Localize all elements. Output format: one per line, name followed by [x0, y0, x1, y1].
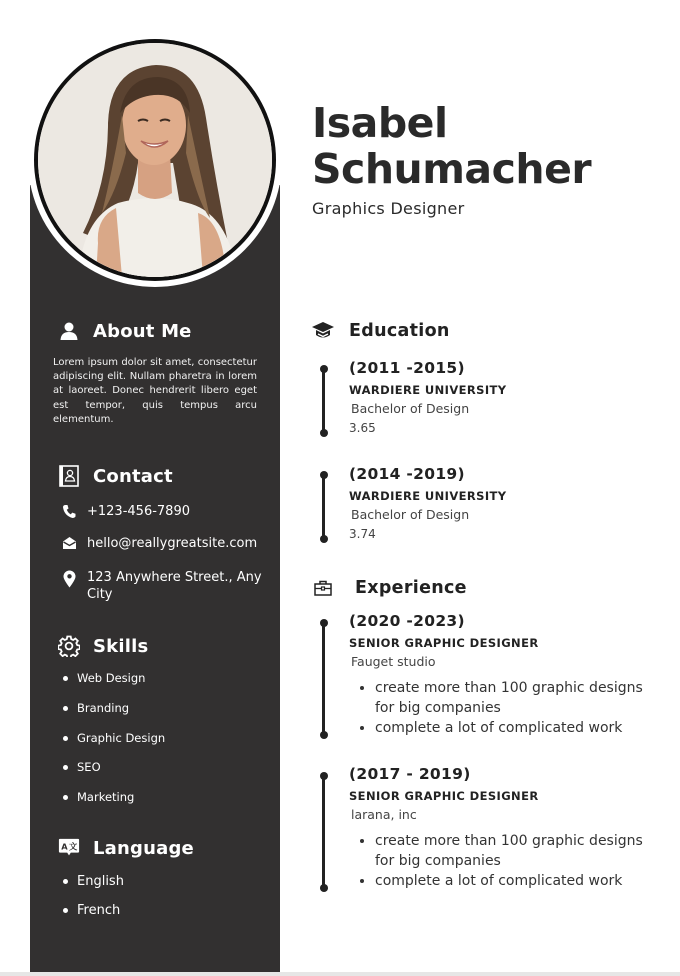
school-name: WARDIERE UNIVERSITY	[349, 383, 507, 397]
skills-section	[58, 633, 148, 659]
contact-phone-row	[61, 503, 267, 520]
skill-label: Marketing	[77, 790, 135, 804]
profile-photo	[38, 43, 272, 277]
timeline-line	[322, 474, 325, 540]
contact-address-row	[61, 569, 267, 603]
degree: Bachelor of Design	[351, 401, 470, 416]
language-title: Language	[93, 837, 194, 859]
contact-card-icon	[58, 465, 80, 487]
bullet-dot	[63, 765, 68, 770]
about-title: About Me	[93, 320, 192, 342]
language-label: English	[77, 874, 124, 889]
skill-item	[63, 760, 101, 774]
location-pin-icon	[61, 570, 77, 586]
position-title: SENIOR GRAPHIC DESIGNER	[349, 636, 539, 650]
last-name: Schumacher	[312, 145, 592, 193]
first-name: Isabel	[312, 99, 448, 147]
education-period: (2011 -2015)	[349, 359, 465, 377]
bullet-dot	[63, 676, 68, 681]
language-section	[58, 835, 194, 861]
briefcase-icon	[313, 577, 333, 599]
responsibility-item: • complete a lot of complicated work	[375, 718, 659, 738]
experience-title: Experience	[355, 578, 467, 598]
skill-label: Web Design	[77, 671, 146, 685]
gear-icon	[58, 635, 80, 657]
responsibility-list	[349, 678, 659, 738]
bullet-dot	[63, 706, 68, 711]
bullet-dot	[63, 879, 68, 884]
experience-period: (2020 -2023)	[349, 612, 465, 630]
phone-number[interactable]: +123-456-7890	[87, 504, 190, 519]
gpa: 3.65	[349, 421, 376, 435]
skill-label: Branding	[77, 701, 130, 715]
skill-item	[63, 671, 145, 685]
street-address: 123 Anywhere Street., Any City	[87, 570, 262, 602]
skill-item	[63, 701, 129, 715]
email-address[interactable]: hello@reallygreatsite.com	[87, 536, 258, 551]
responsibility-item: • create more than 100 graphic designs for big companies	[375, 678, 659, 718]
bullet-dot	[63, 736, 68, 741]
education-header	[311, 320, 450, 342]
phone-icon	[61, 504, 77, 520]
skill-label: Graphic Design	[77, 731, 166, 745]
email-icon	[61, 536, 77, 552]
skill-label: SEO	[77, 760, 101, 774]
language-item	[63, 874, 124, 889]
contact-section	[58, 463, 173, 489]
education-title: Education	[349, 321, 450, 341]
contact-title: Contact	[93, 465, 173, 487]
gpa: 3.74	[349, 527, 376, 541]
responsibility-list	[349, 831, 659, 891]
page-bottom-edge	[0, 972, 680, 976]
svg-text:A: A	[61, 841, 68, 852]
company-name: Fauget studio	[351, 654, 436, 669]
job-title: Graphics Designer	[312, 199, 465, 218]
skill-item	[63, 790, 134, 804]
company-name: larana, inc	[351, 807, 417, 822]
contact-email-row	[61, 535, 267, 552]
language-label: French	[77, 903, 121, 918]
timeline-line	[322, 622, 325, 736]
timeline-line	[322, 368, 325, 434]
bullet-dot	[63, 795, 68, 800]
timeline-line	[322, 775, 325, 889]
responsibility-item: • complete a lot of complicated work	[375, 871, 659, 891]
language-item	[63, 903, 120, 918]
position-title: SENIOR GRAPHIC DESIGNER	[349, 789, 539, 803]
about-text: Lorem ipsum dolor sit amet, consectetur adipiscing elit. Nullam pharetra in lorem at laoreet. Donec hendrerit libero eget est tempor, quis tempus arcu elementum.	[53, 357, 257, 425]
translate-icon	[58, 837, 80, 859]
bullet-dot	[63, 908, 68, 913]
about-section	[58, 318, 192, 344]
experience-entry	[349, 612, 659, 738]
graduation-cap-icon	[311, 320, 335, 342]
experience-entry	[349, 765, 659, 891]
responsibility-item: • create more than 100 graphic designs for big companies	[375, 831, 659, 871]
svg-text:文: 文	[69, 841, 78, 852]
skills-title: Skills	[93, 635, 149, 657]
education-period: (2014 -2019)	[349, 465, 465, 483]
full-name	[312, 100, 591, 192]
school-name: WARDIERE UNIVERSITY	[349, 489, 507, 503]
skill-item	[63, 731, 165, 745]
user-icon	[58, 320, 80, 342]
experience-period: (2017 - 2019)	[349, 765, 471, 783]
degree: Bachelor of Design	[351, 507, 470, 522]
education-entry	[349, 359, 659, 435]
education-entry	[349, 465, 659, 541]
experience-header	[313, 577, 467, 599]
